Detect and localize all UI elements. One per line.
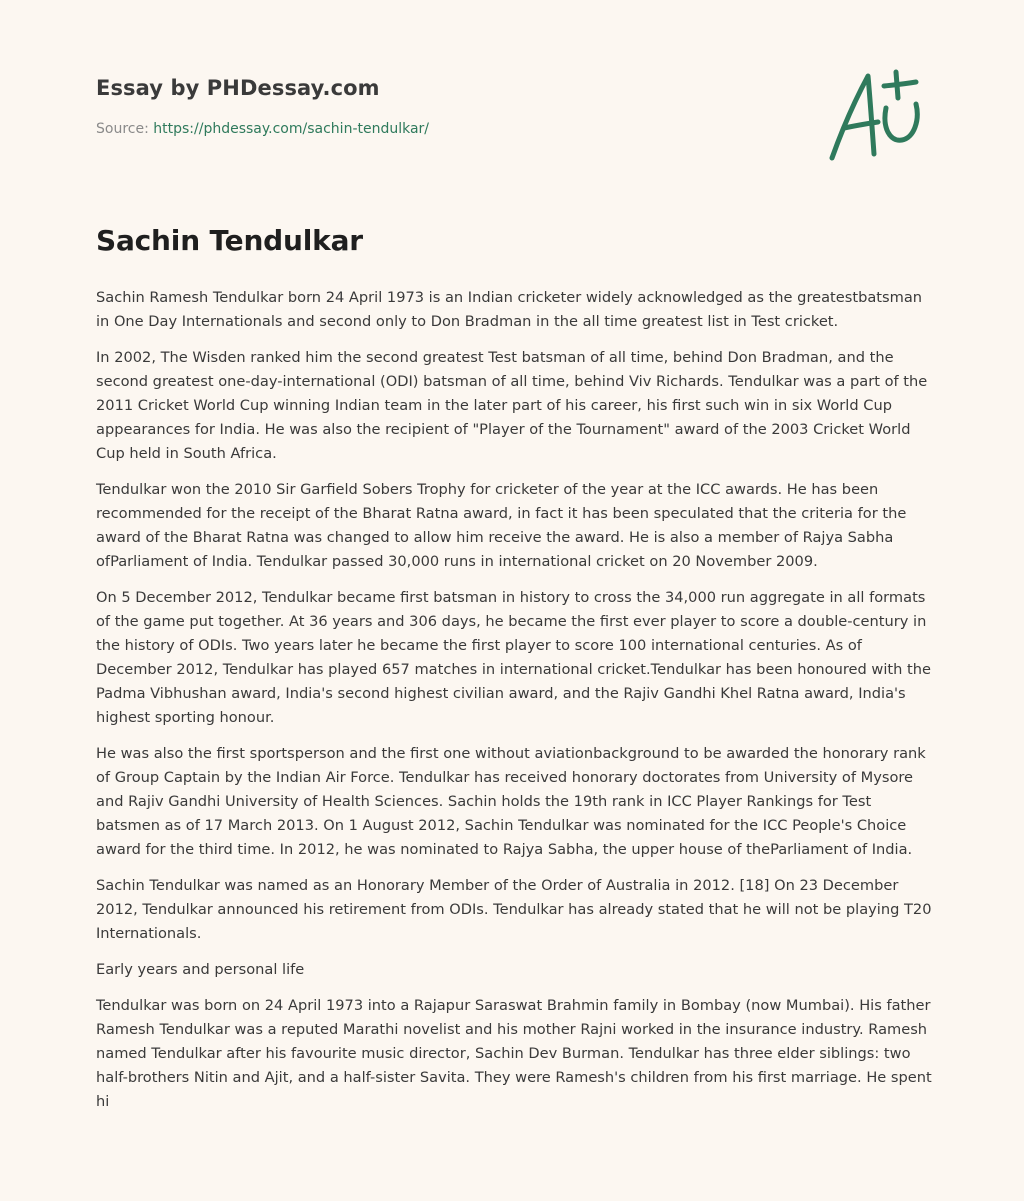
a-plus-logo-icon bbox=[824, 68, 928, 164]
section-subheading: Early years and personal life bbox=[96, 961, 305, 978]
source-label: Source: bbox=[96, 121, 154, 137]
essay-paragraph: On 5 December 2012, Tendulkar became first batsman in history to cross the 34,000 run aggregate in all formats of the game put together. At 36 years and 306 days, he became the first ever player to score a double-century in the history of ODIs. Two years later he became the first player to score 100 international centuries. As of December 2012, Tendulkar has played 657 matches in international cricket.Tendulkar has been honoured with the Padma Vibhushan award, India's second highest civilian award, and the Rajiv Gandhi Khel Ratna award, India's highest sporting honour. bbox=[96, 589, 931, 726]
source-line bbox=[96, 121, 928, 137]
page-header bbox=[96, 76, 928, 137]
essay-paragraph: Sachin Tendulkar was named as an Honorary Member of the Order of Australia in 2012. [18] On 23 December 2012, Tendulkar announced his retirement from ODIs. Tendulkar has already stated that he will not be playing T20 Internationals. bbox=[96, 877, 932, 942]
source-link[interactable]: https://phdessay.com/sachin-tendulkar/ bbox=[153, 121, 430, 137]
essay-paragraph: Tendulkar was born on 24 April 1973 into a Rajapur Saraswat Brahmin family in Bombay (now Mumbai). His father Ramesh Tendulkar was a reputed Marathi novelist and his mother Rajni worked in the insurance industry. Ramesh named Tendulkar after his favourite music director, Sachin Dev Burman. Tendulkar has three elder siblings: two half-brothers Nitin and Ajit, and a half-sister Savita. They were Ramesh's children from his first marriage. He spent hi bbox=[96, 997, 932, 1110]
essay-paragraph: Sachin Ramesh Tendulkar born 24 April 1973 is an Indian cricketer widely acknowledged as the greatestbatsman in One Day Internationals and second only to Don Bradman in the all time greatest list in Test cricket. bbox=[96, 289, 923, 330]
essay-paragraph: Tendulkar won the 2010 Sir Garfield Sobers Trophy for cricketer of the year at the ICC awards. He has been recommended for the receipt of the Bharat Ratna award, in fact it has been speculated that the criteria for the award of the Bharat Ratna was changed to allow him receive the award. He is also a member of Rajya Sabha ofParliament of India. Tendulkar passed 30,000 runs in international cricket on 20 November 2009. bbox=[96, 481, 907, 570]
essay-paragraph: He was also the first sportsperson and the first one without aviationbackground to be awarded the honorary rank of Group Captain by the Indian Air Force. Tendulkar has received honorary doctorates from University of Mysore and Rajiv Gandhi University of Health Sciences. Sachin holds the 19th rank in ICC Player Rankings for Test batsmen as of 17 March 2013. On 1 August 2012, Sachin Tendulkar was nominated for the ICC People's Choice award for the third time. In 2012, he was nominated to Rajya Sabha, the upper house of theParliament of India. bbox=[96, 745, 926, 858]
essay-paragraph: In 2002, The Wisden ranked him the second greatest Test batsman of all time, behind Don Bradman, and the second greatest one-day-international (ODI) batsman of all time, behind Viv Richards. Tendulkar was a part of the 2011 Cricket World Cup winning Indian team in the later part of his career, his first such win in six World Cup appearances for India. He was also the recipient of "Player of the Tournament" award of the 2003 Cricket World Cup held in South Africa. bbox=[96, 349, 928, 462]
essay-body bbox=[96, 286, 936, 1126]
site-brand: Essay by PHDessay.com bbox=[96, 76, 380, 100]
essay-title: Sachin Tendulkar bbox=[96, 224, 363, 257]
